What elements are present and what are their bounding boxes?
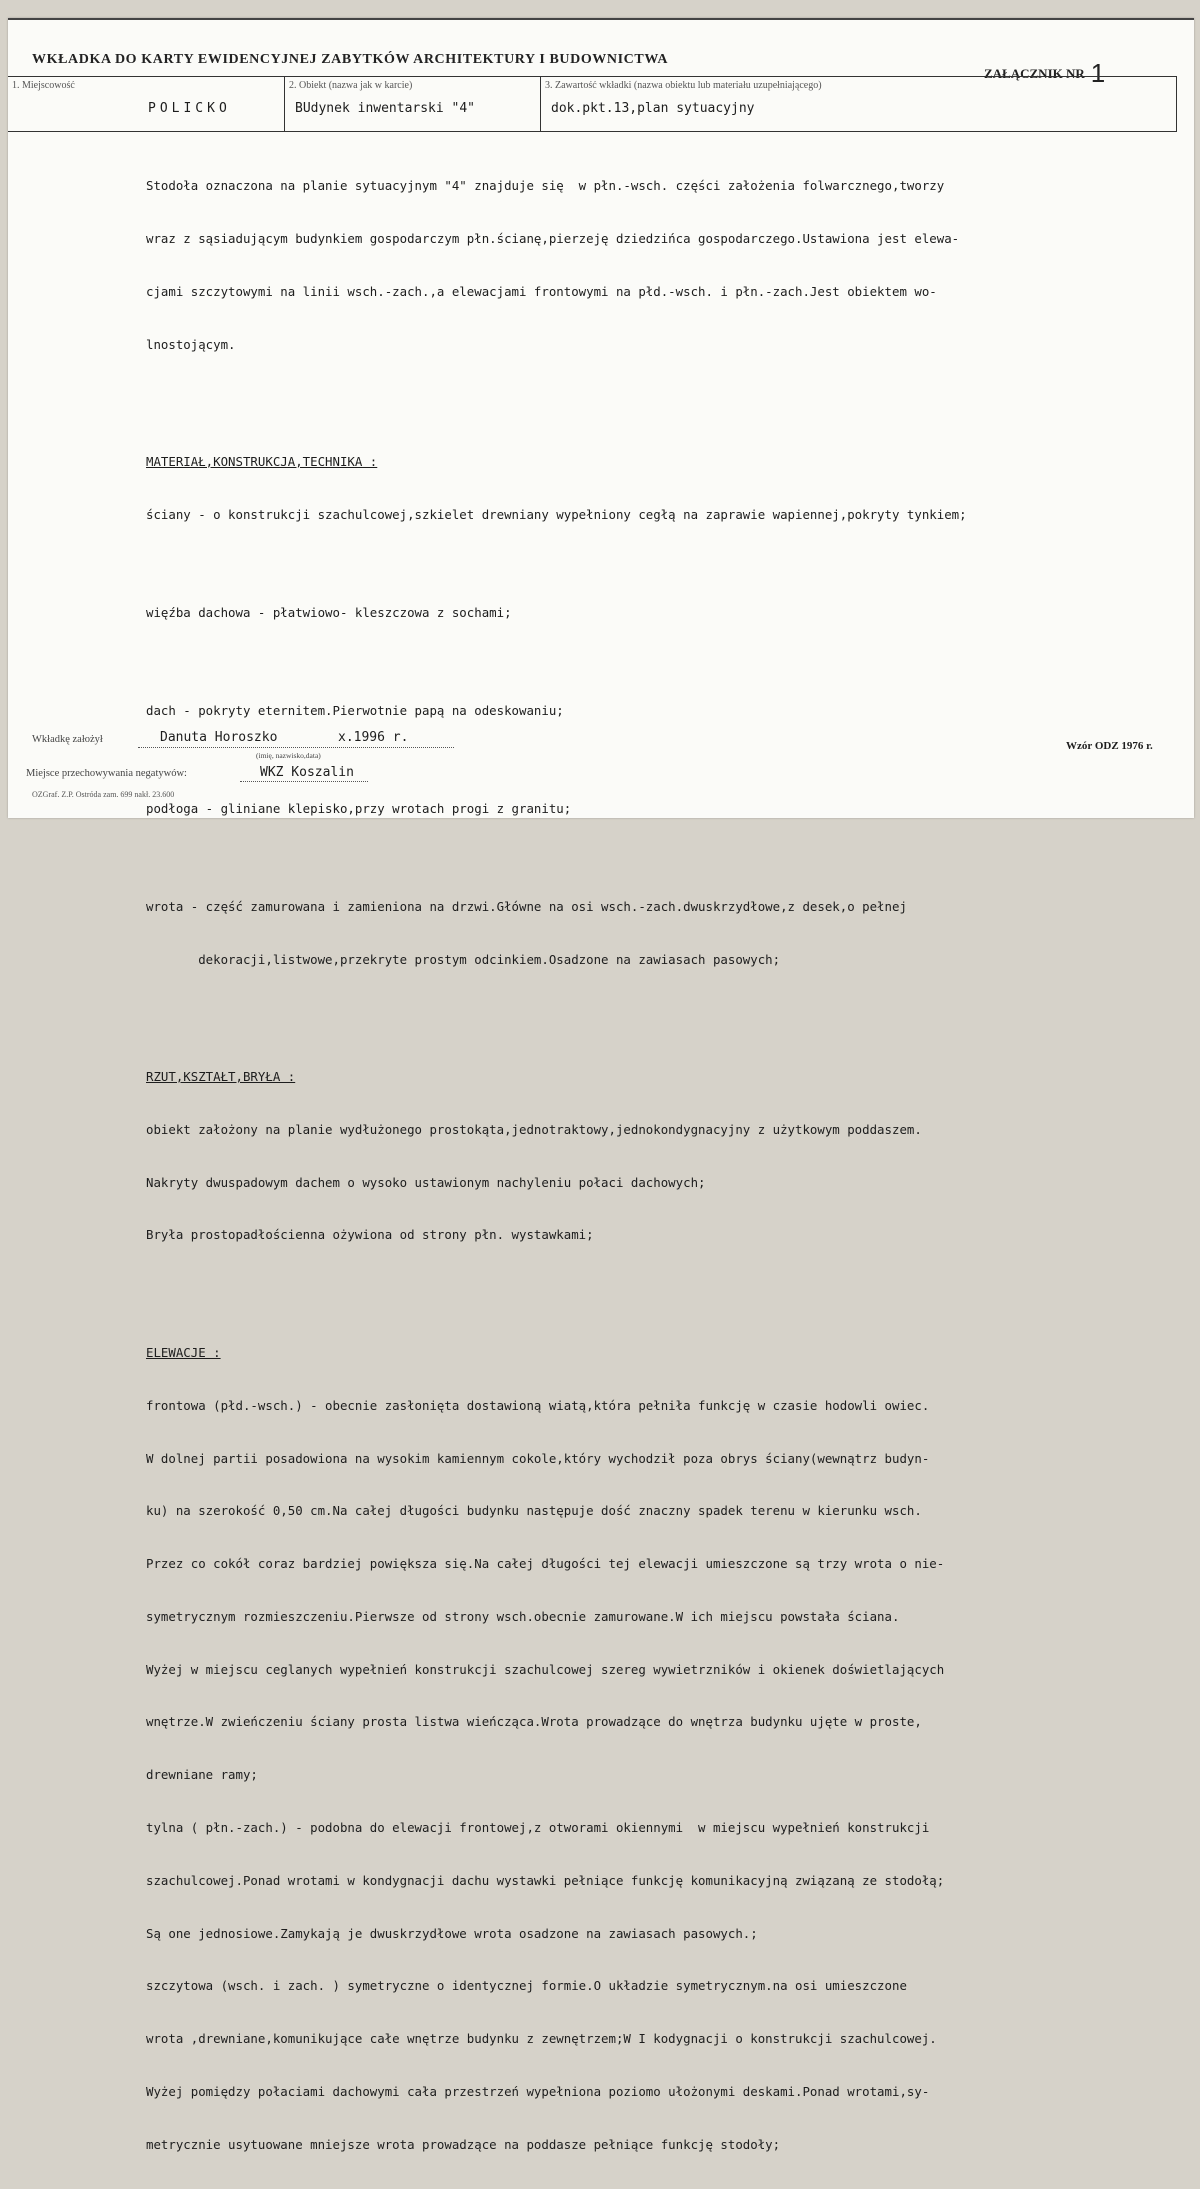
field-object-label: 2. Obiekt (nazwa jak w karcie) [289, 80, 413, 91]
field-object [284, 77, 541, 131]
text-line: wrota - część zamurowana i zamieniona na drzwi.Główne na osi wsch.-zach.dwuskrzydłowe,z desek,o pełnej [146, 898, 907, 914]
field-locality [8, 77, 284, 131]
text-line: ściany - o konstrukcji szachulcowej,szkielet drewniany wypełniony cegłą na zaprawie wapiennej,pokryty tynkiem; [146, 506, 967, 522]
text-line: Są one jednosiowe.Zamykają je dwuskrzydłowe wrota osadzone na zawiasach pasowych.; [146, 1925, 758, 1941]
section-heading-material: MATERIAŁ,KONSTRUKCJA,TECHNIKA : [146, 454, 378, 470]
field-contents [540, 77, 1177, 131]
text-line: tylna ( płn.-zach.) - podobna do elewacji frontowej,z otworami okiennymi w miejscu wypełnień konstrukcji [146, 1820, 930, 1836]
section-heading-elevations: ELEWACJE : [146, 1345, 221, 1360]
created-by-name: Danuta Horoszko [160, 730, 278, 745]
attachment-number-value: 1 [1090, 58, 1106, 88]
text-line: Przez co cokół coraz bardziej powiększa się.Na całej długości tej elewacji umieszczone są trzy wrota o nie- [146, 1556, 945, 1572]
intro-line: wraz z sąsiadującym budynkiem gospodarczym płn.ścianę,pierzeję dziedzińca gospodarczego.Ustawiona jest elewa- [146, 230, 960, 246]
text-line: Wyżej w miejscu ceglanych wypełnień konstrukcji szachulcowej szereg wywietrzników i okienek doświetlających [146, 1661, 945, 1677]
text-line: Nakryty dwuspadowym dachem o wysoko ustawionym nachyleniu połaci dachowych; [146, 1174, 706, 1190]
print-info: OZGraf. Z.P. Ostróda zam. 699 nakł. 23.600 [32, 790, 175, 799]
created-sub-label: (imię, nazwisko,data) [256, 751, 321, 760]
negatives-value: WKZ Koszalin [260, 765, 354, 780]
form-number: Wzór ODZ 1976 r. [1066, 740, 1153, 752]
created-date: x.1996 r. [338, 730, 409, 745]
text-line: obiekt założony na planie wydłużonego prostokąta,jednotraktowy,jednokondygnacyjny z użytkowym poddaszem. [146, 1121, 922, 1137]
document-sheet [8, 18, 1194, 2152]
text-line: szczytowa (wsch. i zach. ) symetryczne o identycznej formie.O układzie symetrycznym.na osi umieszczone [146, 1978, 907, 1994]
text-line: drewniane ramy; [146, 1767, 258, 1783]
text-line: dach - pokryty eternitem.Pierwotnie papą na odeskowaniu; [146, 702, 564, 718]
negatives-label: Miejsce przechowywania negatywów: [26, 768, 187, 779]
attachment-label: ZAŁĄCZNIK NR [984, 66, 1085, 81]
top-border [8, 18, 1194, 20]
document-body [146, 142, 1186, 2189]
intro-line: Stodoła oznaczona na planie sytuacyjnym "4" znajduje się w płn.-wsch. części założenia folwarcznego,tworzy [146, 178, 945, 194]
field-contents-label: 3. Zawartość wkładki (nazwa obiektu lub materiału uzupełniającego) [545, 80, 822, 91]
text-line: ku) na szerokość 0,50 cm.Na całej długości budynku następuje dość znaczny spadek terenu w kierunku wsch. [146, 1503, 922, 1519]
text-line: symetrycznym rozmieszczeniu.Pierwsze od strony wsch.obecnie zamurowane.W ich miejscu powstała ściana. [146, 1608, 900, 1624]
text-line: Wyżej pomiędzy połaciami dachowymi cała przestrzeń wypełniona poziomo ułożonymi deskami.Ponad wrotami,sy- [146, 2083, 930, 2099]
field-locality-value: POLICKO [148, 101, 231, 116]
created-dotted-line [138, 747, 454, 748]
text-line: frontowa (płd.-wsch.) - obecnie zasłonięta dostawioną wiatą,która pełniła funkcję w czasie hodowli owiec. [146, 1397, 930, 1413]
field-object-value: BUdynek inwentarski "4" [295, 101, 476, 116]
intro-line: cjami szczytowymi na linii wsch.-zach.,a elewacjami frontowymi na płd.-wsch. i płn.-zach.Jest obiektem wo- [146, 283, 937, 299]
text-line: wrota ,drewniane,komunikujące całe wnętrze budynku z zewnętrzem;W I kodygnacji o konstrukcji szachulcowej. [146, 2031, 937, 2047]
text-line: wnętrze.W zwieńczeniu ściany prosta listwa wieńcząca.Wrota prowadzące do wnętrza budynku ujęte w proste, [146, 1714, 922, 1730]
created-by-label: Wkładkę założył [32, 734, 103, 745]
text-line: Bryła prostopadłościenna ożywiona od strony płn. wystawkami; [146, 1227, 594, 1243]
text-line: W dolnej partii posadowiona na wysokim kamiennym cokole,który wychodził poza obrys ściany(wewnątrz budyn- [146, 1450, 930, 1466]
text-line: podłoga - gliniane klepisko,przy wrotach progi z granitu; [146, 800, 572, 816]
field-contents-value: dok.pkt.13,plan sytuacyjny [551, 101, 755, 116]
text-line: dekoracji,listwowe,przekryte prostym odcinkiem.Osadzone na zawiasach pasowych; [146, 951, 781, 967]
field-locality-label: 1. Miejscowość [12, 80, 75, 91]
text-line: więźba dachowa - płatwiowo- kleszczowa z sochami; [146, 604, 512, 620]
text-line: metrycznie usytuowane mniejsze wrota prowadzące na poddasze pełniące funkcję stodoły; [146, 2136, 781, 2152]
form-title: WKŁADKA DO KARTY EWIDENCYJNEJ ZABYTKÓW ARCHITEKTURY I BUDOWNICTWA [32, 52, 669, 67]
section-heading-shape: RZUT,KSZTAŁT,BRYŁA : [146, 1069, 296, 1085]
intro-line: lnostojącym. [146, 336, 236, 352]
text-line: szachulcowej.Ponad wrotami w kondygnacji dachu wystawki pełniące funkcję komunikacyjną związaną ze stodołą; [146, 1872, 945, 1888]
header-fields [8, 76, 1177, 132]
negatives-dotted-line [240, 781, 368, 782]
